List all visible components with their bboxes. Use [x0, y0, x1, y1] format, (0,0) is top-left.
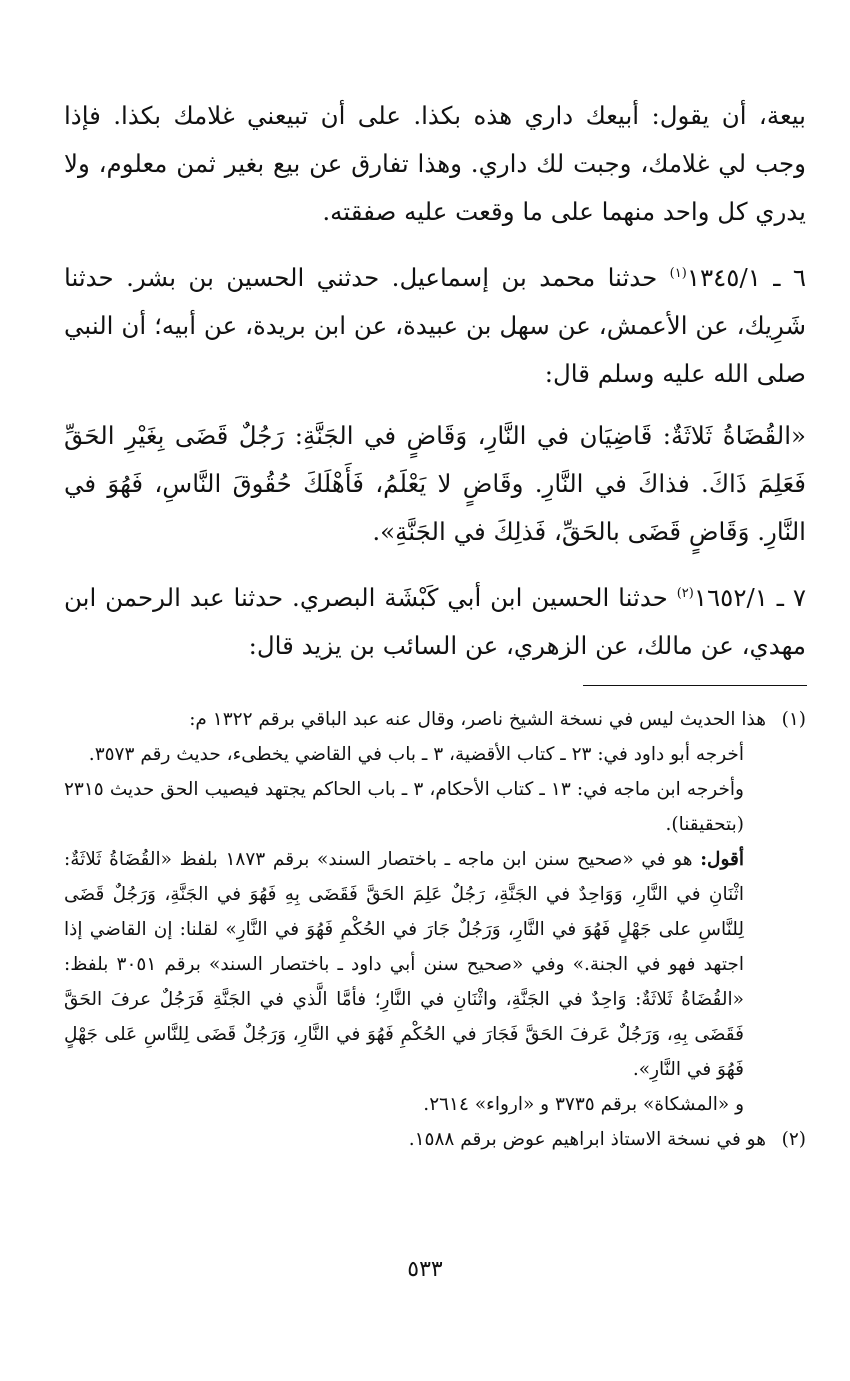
- footnote-ref-2: (٢): [676, 586, 694, 602]
- footnote-2-number: (٢): [781, 1129, 806, 1150]
- main-text: [64, 92, 806, 670]
- hadith-7: [64, 570, 806, 670]
- footnotes: [64, 702, 806, 1157]
- footnote-1-number: (١): [781, 709, 806, 730]
- footnote-1-line-4-text: هو في «صحيح سنن ابن ماجه ـ باختصار السند» برقم ١٨٧٣ بلفظ «القُضَاةُ ثَلاثَةٌ: اثْنَانِ في النَّارِ، وَوَاحِدٌ في الجَنَّةِ، رَجُلٌ عَلِمَ الحَقَّ فَقَضَى بِهِ فَهُوَ في الجَنَّةِ، وَرَجُلٌ قَضَى لِلنَّاسِ على جَهْلٍ فَهُوَ في النَّارِ، وَرَجُلٌ جَارَ في الحُكْمِ فَهُوَ في النَّارِ» لقلنا: إن القاضي إذا اجتهد فهو في الجنة.» وفي «صحيح سنن أبي داود ـ باختصار السند» برقم ٣٠٥١ بلفظ: «القُضَاةُ ثَلاثَةٌ: وَاحِدٌ في الجَنَّةِ، واثْنَانِ في النَّارِ؛ فأمَّا الَّذي في الجَنَّةِ فَرَجُلٌ عرفَ الحَقَّ فَقَضَى بِهِ، وَرَجُلٌ عَرفَ الحَقَّ فَجَارَ في الحُكْمِ فَهُوَ في النَّارِ، وَرَجُلٌ قَضَى لِلنَّاسِ عَلى جَهْلٍ فَهُوَ في النَّارِ».: [64, 849, 744, 1080]
- hadith-6-isnad: حدثنا محمد بن إسماعيل. حدثني الحسين بن بشر. حدثنا شَرِيك، عن الأعمش، عن سهل بن عبيدة، عن ابن بريدة، عن أبيه؛ أن النبي صلى الله عليه وسلم قال:: [64, 263, 806, 389]
- footnote-1-body: [64, 702, 766, 1122]
- paragraph-1: بيعة، أن يقول: أبيعك داري هذه بكذا. على أن تبيعني غلامك بكذا. فإذا وجب لي غلامك، وجبت لك داري. وهذا تفارق عن بيع بغير ثمن معلوم، ولا يدري كل واحد منهما على ما وقعت عليه صفقته.: [64, 101, 806, 226]
- hadith-6-matn: «القُضَاةُ ثَلاثَةٌ: قَاضِيَان في النَّارِ، وَقَاضٍ في الجَنَّةِ: رَجُلٌ قَضَى بِغَيْرِ الحَقِّ فَعَلِمَ ذَاكَ. فذاكَ في النَّارِ. وقَاضٍ لا يَعْلَمُ، فَأَهْلَكَ حُقُوقَ النَّاسِ، فَهُوَ في النَّارِ. وَقَاضٍ قَضَى بالحَقِّ، فَذلِكَ في الجَنَّةِ».: [64, 421, 806, 547]
- hadith-7-isnad: حدثنا الحسين ابن أبي كَبْشَة البصري. حدثنا عبد الرحمن ابن مهدي، عن مالك، عن الزهري، عن السائب بن يزيد قال:: [64, 583, 806, 661]
- page-number: ٥٣٣: [407, 1257, 443, 1282]
- footnote-2: [64, 1122, 806, 1157]
- hadith-6: [64, 250, 806, 398]
- footnote-2-body: [64, 1122, 766, 1157]
- footnote-1-line-3: وأخرجه ابن ماجه في: ١٣ ـ كتاب الأحكام، ٣ ـ باب الحاكم يجتهد فيصيب الحق حديث ٢٣١٥ (بتحقيقنا).: [64, 779, 744, 835]
- footnote-1-line-5: و «المشكاة» برقم ٣٧٣٥ و «ارواء» ٢٦١٤.: [423, 1094, 744, 1115]
- footnote-ref-1: (١): [669, 266, 687, 281]
- footnote-1: [64, 702, 806, 1122]
- footnote-1-aqulu: أقول:: [700, 849, 745, 870]
- footnote-1-line-4: [64, 842, 744, 1087]
- footnote-2-text: هو في نسخة الاستاذ ابراهيم عوض برقم ١٥٨٨.: [408, 1129, 766, 1150]
- footnote-1-line-1: هذا الحديث ليس في نسخة الشيخ ناصر، وقال عنه عبد الباقي برقم ١٣٢٢ م:: [189, 709, 766, 730]
- footnote-1-line-2: أخرجه أبو داود في: ٢٣ ـ كتاب الأقضية، ٣ ـ باب في القاضي يخطىء، حديث رقم ٣٥٧٣.: [88, 744, 744, 765]
- hadith-7-number: ٧ ـ ١٦٥٢/١: [693, 583, 806, 613]
- footnote-divider: [583, 685, 807, 686]
- hadith-6-number: ٦ ـ ١٣٤٥/١: [686, 263, 806, 293]
